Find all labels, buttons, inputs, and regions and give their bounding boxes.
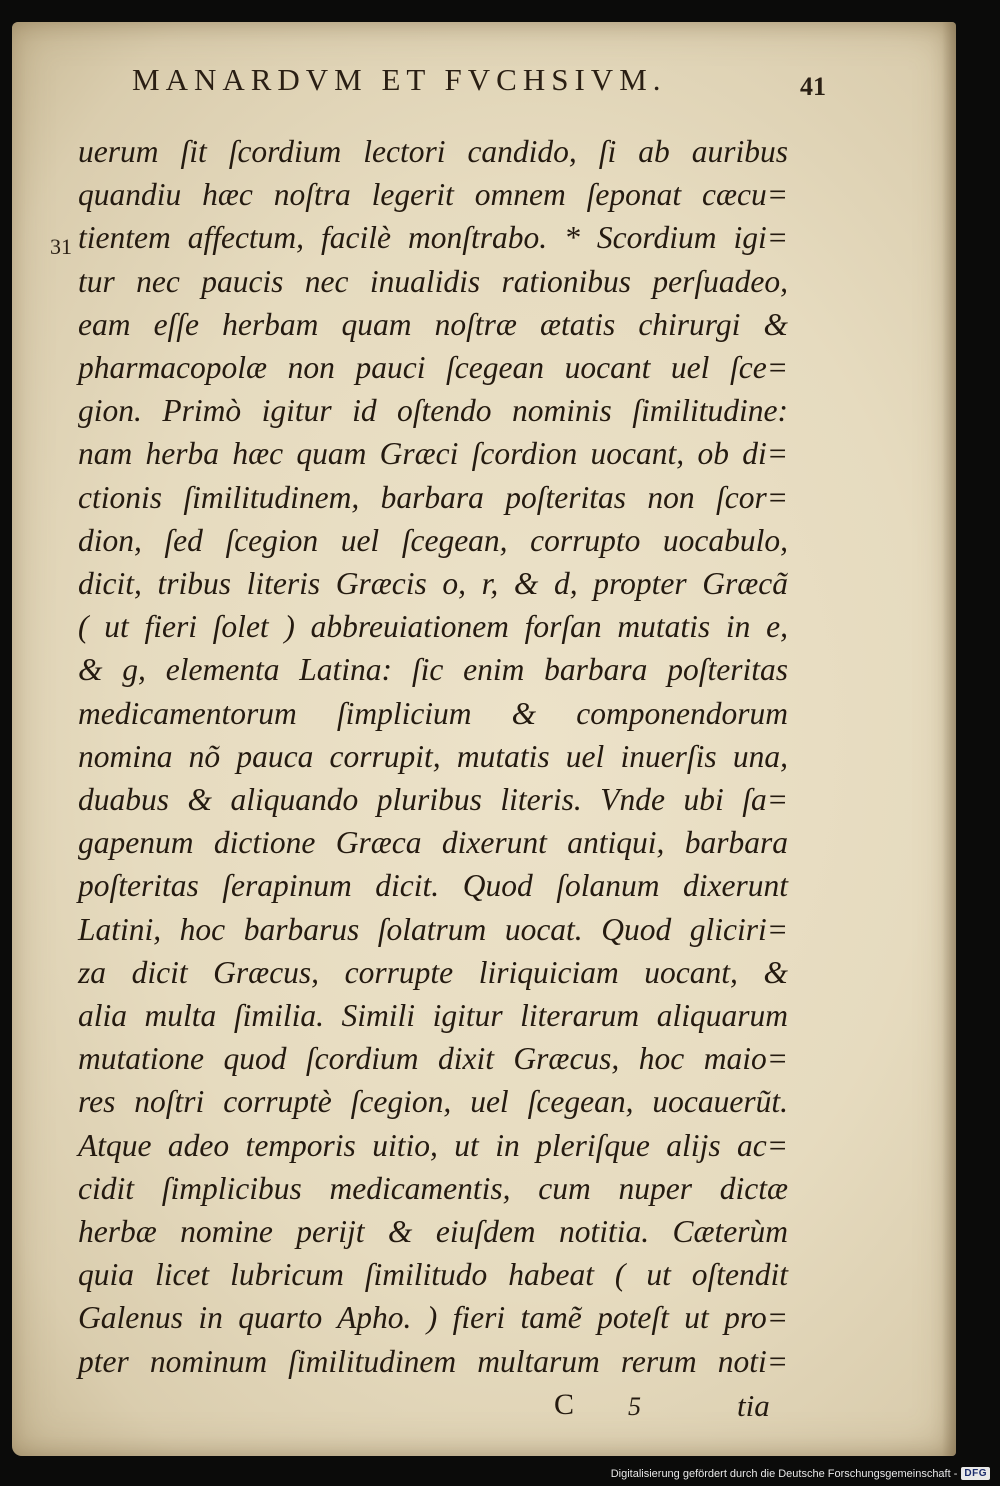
text-line: cidit ſimplicibus medicamentis, cum nuper dictæ [78,1170,788,1206]
text-line: gapenum dictione Græca dixerunt antiqui, barbara [78,825,788,861]
page-edge-shadow [942,22,956,1456]
text-line: Latini, hoc barbarus ſolatrum uocat. Quod gliciri= [78,911,788,947]
text-line: dicit, tribus literis Græcis o, r, & d, propter Græcã [78,566,788,602]
text-line: medicamentorum ſimplicium & componendorum [78,695,788,731]
text-line: Galenus in quarto Apho. ) fieri tamẽ poteſt ut pro= [78,1300,788,1336]
text-line: nomina nõ pauca corrupit, mutatis uel inuerſis una, [78,738,788,774]
dfg-watermark [611,1467,990,1480]
text-line: duabus & aliquando pluribus literis. Vnde ubi ſa= [78,782,788,818]
text-line: ctionis ſimilitudinem, barbara poſteritas non ſcor= [78,479,788,515]
catchword: tia [737,1388,770,1423]
signature-number: 5 [628,1392,641,1421]
text-line: tientem affectum, facilè monſtrabo. * Scordium igi= [78,220,788,256]
text-line: uerum ſit ſcordium lectori candido, ſi ab auribus [78,134,788,169]
text-line: Atque adeo temporis uitio, ut in pleriſque alijs ac= [78,1127,788,1163]
text-line: quia licet lubricum ſimilitudo habeat ( ut oſtendit [78,1257,788,1293]
book-page [12,22,956,1456]
margin-note: 31 [50,234,72,259]
text-line: pter nominum ſimilitudinem multarum rerum noti= [78,1343,788,1379]
text-line: herbæ nomine perijt & eiuſdem notitia. Cæterùm [78,1214,788,1250]
text-line: & g, elementa Latina: ſic enim barbara poſteritas [78,652,788,688]
text-line: ( ut fieri ſolet ) abbreuiationem forſan mutatis in e, [78,609,788,645]
text-line: mutatione quod ſcordium dixit Græcus, hoc maio= [78,1041,788,1077]
text-line: res noſtri corruptè ſcegion, uel ſcegean, uocauerũt. [78,1084,788,1120]
text-line: eam eſſe herbam quam noſtræ ætatis chirurgi & [78,306,788,342]
text-line: nam herba hæc quam Græci ſcordion uocant, ob di= [78,436,788,472]
text-line: poſteritas ſerapinum dicit. Quod ſolanum dixerunt [78,868,788,904]
text-line: za dicit Græcus, corrupte liriquiciam uocant, & [78,954,788,990]
text-line: tur nec paucis nec inualidis rationibus perſuadeo, [78,263,788,299]
watermark-text: Digitalisierung gefördert durch die Deutsche Forschungsgemeinschaft - [610,1467,958,1480]
text-line: quandiu hæc noſtra legerit omnem ſeponat cæcu= [78,177,788,213]
dfg-logo: DFG [961,1467,990,1480]
text-line: dion, ſed ſcegion uel ſcegean, corrupto uocabulo, [78,522,788,558]
page-number: 41 [800,72,826,101]
running-head: MANARDVM ET FVCHSIVM. [132,62,667,97]
text-line: gion. Primò igitur id oſtendo nominis ſimilitudine: [78,393,788,429]
text-line: alia multa ſimilia. Simili igitur literarum aliquarum [78,998,788,1034]
page-footer [78,1388,788,1428]
text-line: pharmacopolæ non pauci ſcegean uocant uel ſce= [78,350,788,386]
signature-mark: C [554,1388,575,1421]
body-text [78,130,788,1383]
